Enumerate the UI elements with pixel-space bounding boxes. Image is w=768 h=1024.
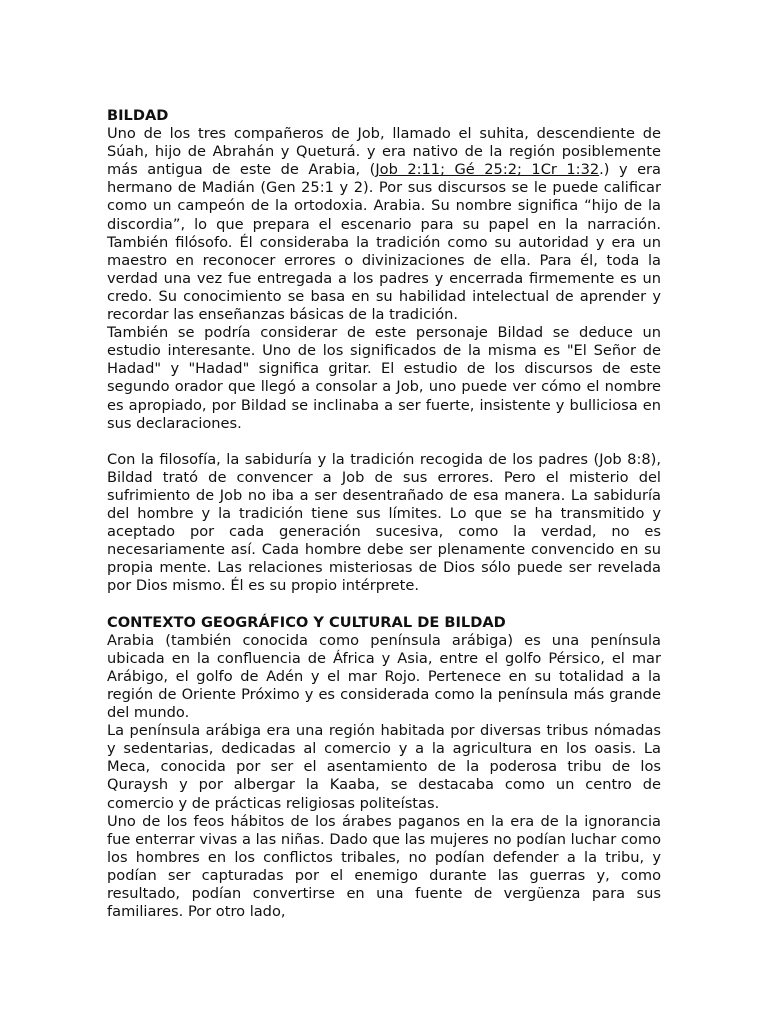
paragraph-bildad-tradition: Con la filosofía, la sabiduría y la tradición recogida de los padres (Job 8:8), Bildad trató de convencer a Job de sus errores. Pero el misterio del sufrimiento de Job no iba a ser desentrañado de esa manera. La sabiduría del hombre y la tradición tiene sus límites. Lo que se ha transmitido y aceptado por cada generación sucesiva, como la verdad, no es necesariamente así. Cada hombre debe ser plenamente convencido en su propia mente. Las relaciones misteriosas de Dios sólo puede ser revelada por Dios mismo. Él es su propio intérprete. [107,450,661,595]
paragraph-arabia-geography: Arabia (también conocida como península arábiga) es una península ubicada en la confluencia de África y Asia, entre el golfo Pérsico, el mar Arábigo, el golfo de Adén y el mar Rojo. Pertenece en su totalidad a la región de Oriente Próximo y es considerada como la península más grande del mundo. [107,631,661,722]
scripture-reference-link[interactable]: Job 2:11; Gé 25:2; 1Cr 1:32 [375,161,600,179]
paragraph-arabia-tribes: La península arábiga era una región habitada por diversas tribus nómadas y sedentarias, dedicadas al comercio y a la agricultura en los oasis. La Meca, conocida por ser el asentamiento de la poderosa tribu de los Quraysh y por albergar la Kaaba, se destacaba como un centro de comercio y de prácticas religiosas politeístas. [107,722,661,812]
section-heading-bildad: BILDAD [107,107,169,124]
intro-text-start: Uno de los tres compañeros de Job, llamado el suhita, descendiente de Súah, hijo de Abrahán y Queturá. y era nativo de la región posiblemente más antigua de este de Arabia, ( [107,125,661,179]
paragraph-spacer [107,433,661,451]
paragraph-bildad-intro [107,125,661,324]
paragraph-arabia-customs: Uno de los feos hábitos de los árabes paganos en la era de la ignorancia fue enterrar vivas a las niñas. Dado que las mujeres no podían luchar como los hombres en los conflictos tribales, no podían defender a la tribu, y podían ser capturadas por el enemigo durante las guerras y, como resultado, podían convertirse en una fuente de vergüenza para sus familiares. Por otro lado, [107,812,661,921]
section-heading-context: CONTEXTO GEOGRÁFICO Y CULTURAL DE BILDAD [107,613,506,631]
paragraph-bildad-name-meaning: También se podría considerar de este personaje Bildad se deduce un estudio interesante. Uno de los significados de la misma es "El Señor de Hadad" y "Hadad" significa gritar. El estudio de los discursos de este segundo orador que llegó a consolar a Job, uno puede ver cómo el nombre es apropiado, por Bildad se inclinaba a ser fuerte, insistente y bulliciosa en sus declaraciones. [107,324,661,432]
intro-text-end: .) y era hermano de Madián (Gen 25:1 y 2). Por sus discursos se le puede calificar como un campeón de la ortodoxia. Arabia. Su nombre significa “hijo de la discordia”, lo que prepara el escenario para su papel en la narración. También filósofo. Él consideraba la tradición como su autoridad y era un maestro en reconocer errores o divinizaciones de ella. Para él, toda la verdad una vez fue entregada a los padres y encerrada firmemente es un credo. Su conocimiento se basa en su habilidad intelectual de aprender y recordar las enseñanzas básicas de la tradición. [107,161,662,324]
document-page [107,107,661,921]
paragraph-spacer [107,596,661,614]
